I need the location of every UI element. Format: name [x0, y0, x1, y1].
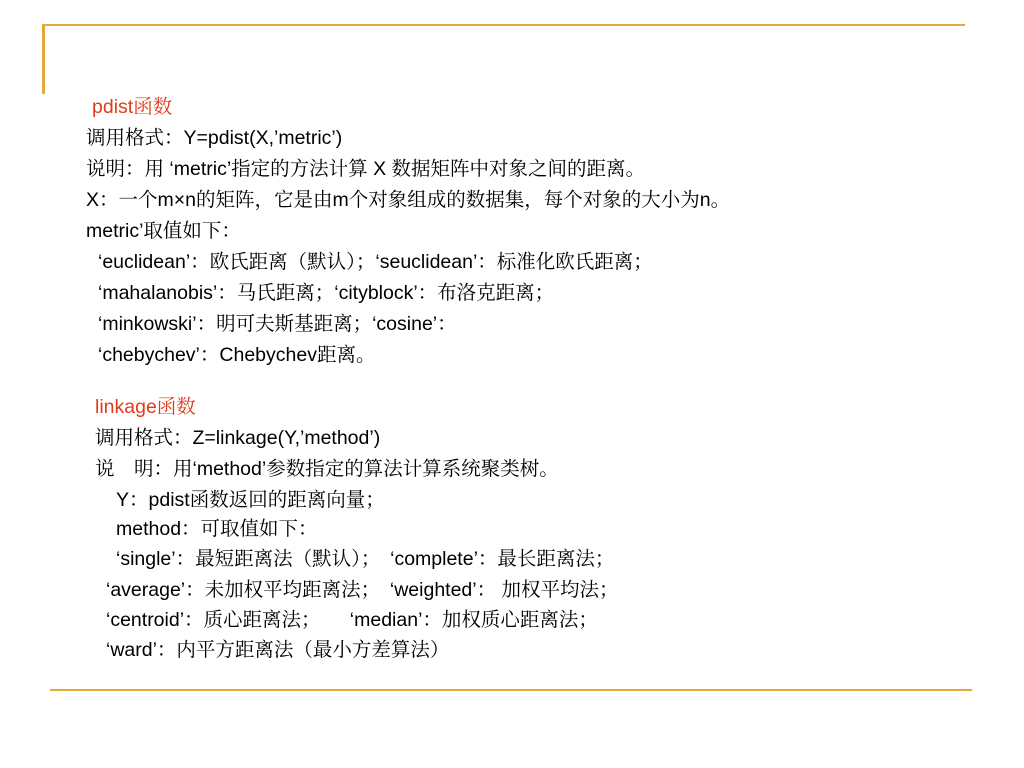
linkage-description: 说 明：用‘method’参数指定的算法计算系统聚类树。	[95, 458, 559, 480]
linkage-y-description: Y：pdist函数返回的距离向量；	[116, 489, 385, 511]
linkage-method-heading: method：可取值如下：	[116, 518, 318, 540]
pdist-metric-heading: metric’取值如下：	[86, 220, 241, 242]
pdist-description: 说明：用 ‘metric’指定的方法计算 X 数据矩阵中对象之间的距离。	[86, 158, 646, 180]
linkage-option-line: ‘centroid’：质心距离法； ‘median’：加权质心距离法；	[106, 609, 598, 631]
linkage-syntax: 调用格式：Z=linkage(Y,’method’)	[95, 427, 381, 449]
linkage-title: linkage函数	[95, 396, 196, 418]
linkage-option-line: ‘single’：最短距离法（默认）； ‘complete’：最长距离法；	[116, 548, 615, 570]
pdist-title: pdist函数	[92, 96, 173, 118]
pdist-option-line: ‘mahalanobis’：马氏距离；‘cityblock’：布洛克距离；	[98, 282, 555, 304]
linkage-option-line: ‘average’：未加权平均距离法； ‘weighted’： 加权平均法；	[106, 579, 619, 601]
pdist-x-description: X：一个m×n的矩阵，它是由m个对象组成的数据集，每个对象的大小为n。	[86, 189, 731, 211]
pdist-option-line: ‘chebychev’：Chebychev距离。	[98, 344, 376, 366]
pdist-option-line: ‘euclidean’：欧氏距离（默认）；‘seuclidean’：标准化欧氏距离；	[98, 251, 653, 273]
top-accent-line	[43, 24, 965, 26]
linkage-option-line: ‘ward’：内平方距离法（最小方差算法）	[106, 639, 450, 661]
pdist-syntax: 调用格式：Y=pdist(X,’metric’)	[86, 127, 343, 149]
bottom-accent-line	[50, 689, 972, 691]
left-accent-bar	[42, 24, 45, 94]
pdist-option-line: ‘minkowski’：明可夫斯基距离；‘cosine’：	[98, 313, 457, 335]
